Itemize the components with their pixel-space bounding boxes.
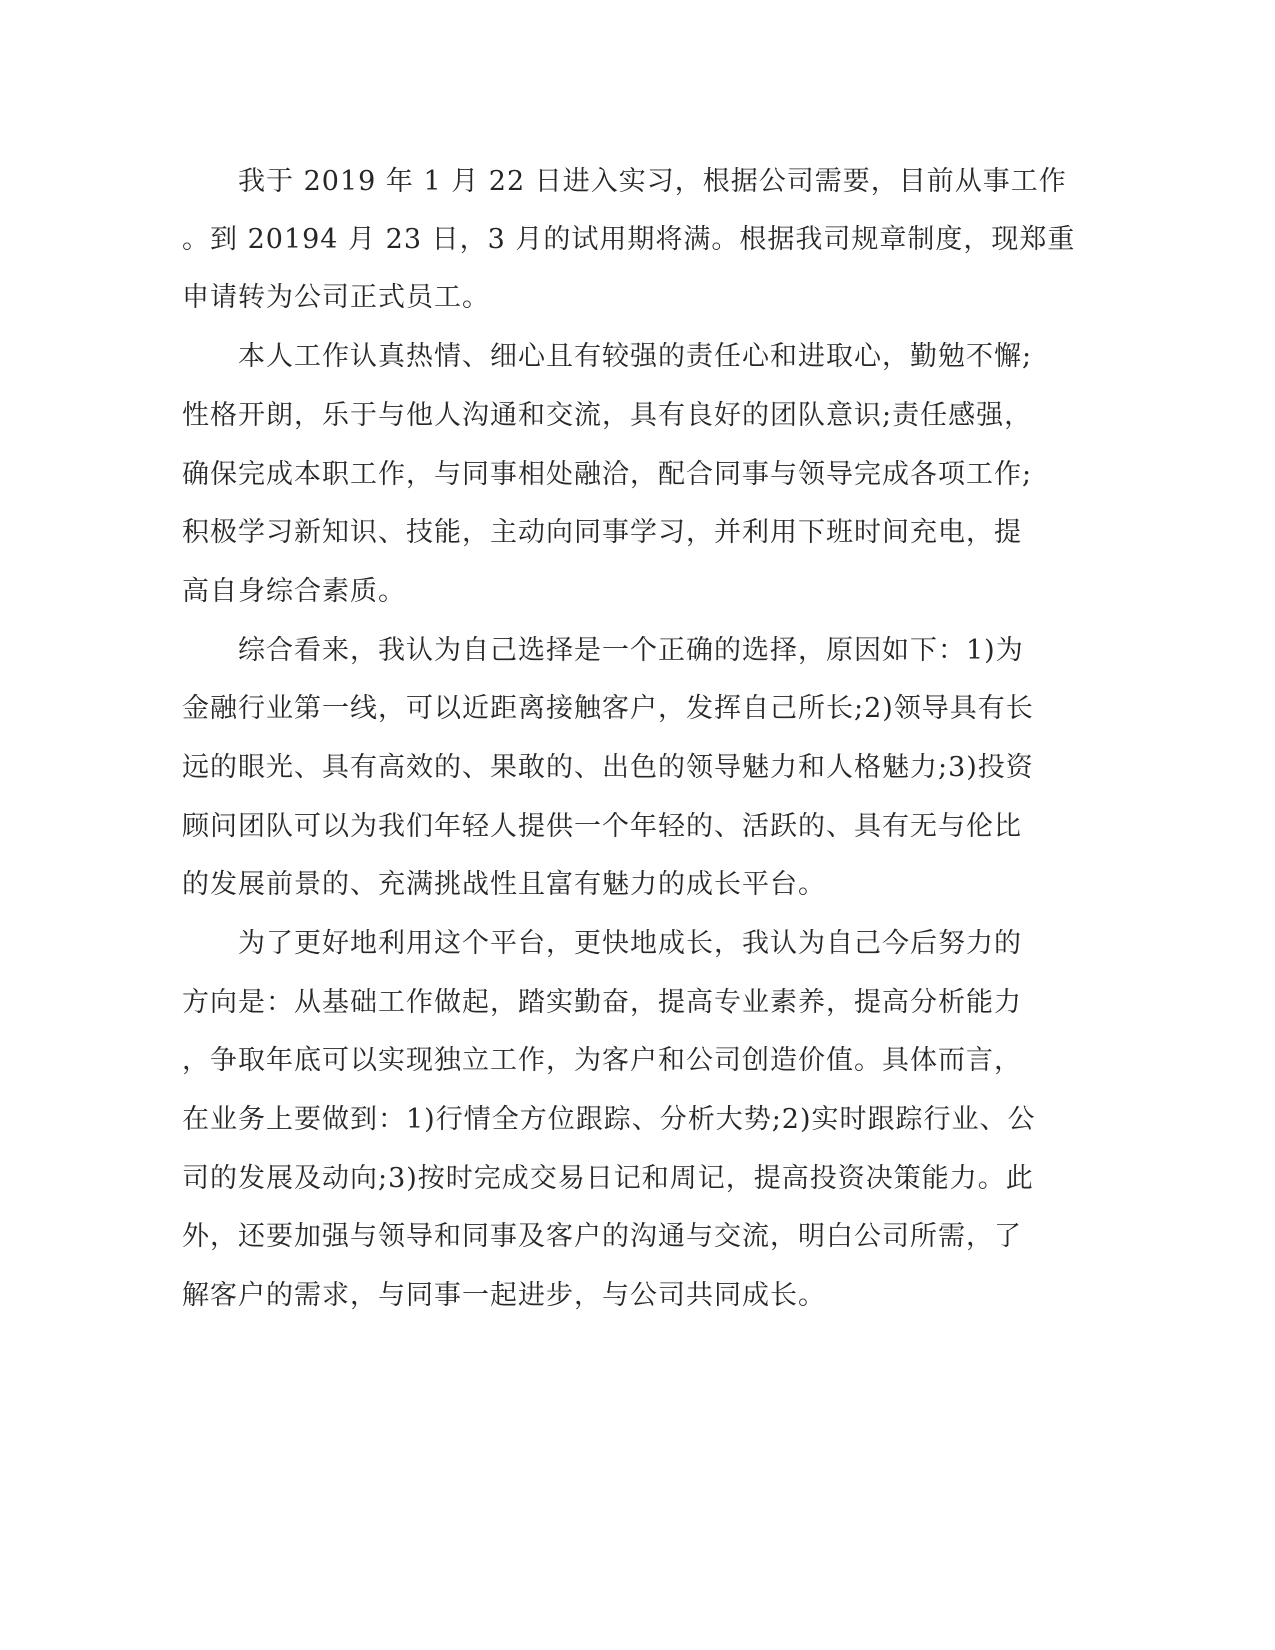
text-line: 。到 20194 月 23 日，3 月的试用期将满。根据我司规章制度，现郑重 xyxy=(182,224,1076,255)
text-line: 解客户的需求，与同事一起进步，与公司共同成长。 xyxy=(182,1280,826,1311)
text-line: 顾问团队可以为我们年轻人提供一个年轻的、活跃的、具有无与伦比 xyxy=(182,811,1022,842)
text-line: 我于 2019 年 1 月 22 日进入实习，根据公司需要，目前从事工作 xyxy=(182,166,1067,197)
text-line: 的发展前景的、充满挑战性且富有魅力的成长平台。 xyxy=(182,869,826,900)
text-line: 高自身综合素质。 xyxy=(182,576,406,607)
text-line: 申请转为公司正式员工。 xyxy=(182,282,490,313)
text-line: 外，还要加强与领导和同事及客户的沟通与交流，明白公司所需，了 xyxy=(182,1221,1022,1252)
text-line: 远的眼光、具有高效的、果敢的、出色的领导魅力和人格魅力;3)投资 xyxy=(182,752,1034,783)
text-line: 确保完成本职工作，与同事相处融洽，配合同事与领导完成各项工作; xyxy=(182,459,1033,490)
text-line: 司的发展及动向;3)按时完成交易日记和周记，提高投资决策能力。此 xyxy=(182,1163,1034,1194)
text-line: 金融行业第一线，可以近距离接触客户，发挥自己所长;2)领导具有长 xyxy=(182,693,1034,724)
text-line: 积极学习新知识、技能，主动向同事学习，并利用下班时间充电，提 xyxy=(182,517,1022,548)
text-line: 在业务上要做到：1)行情全方位跟踪、分析大势;2)实时跟踪行业、公 xyxy=(182,1104,1036,1135)
text-line: ，争取年底可以实现独立工作，为客户和公司创造价值。具体而言， xyxy=(182,1045,1022,1076)
text-line: 性格开朗，乐于与他人沟通和交流，具有良好的团队意识;责任感强， xyxy=(182,400,1033,431)
text-line: 综合看来，我认为自己选择是一个正确的选择，原因如下：1)为 xyxy=(182,635,1024,666)
text-line: 本人工作认真热情、细心且有较强的责任心和进取心，勤勉不懈; xyxy=(182,341,1033,372)
text-line: 方向是：从基础工作做起，踏实勤奋，提高专业素养，提高分析能力 xyxy=(182,987,1022,1018)
text-line: 为了更好地利用这个平台，更快地成长，我认为自己今后努力的 xyxy=(182,928,1022,959)
